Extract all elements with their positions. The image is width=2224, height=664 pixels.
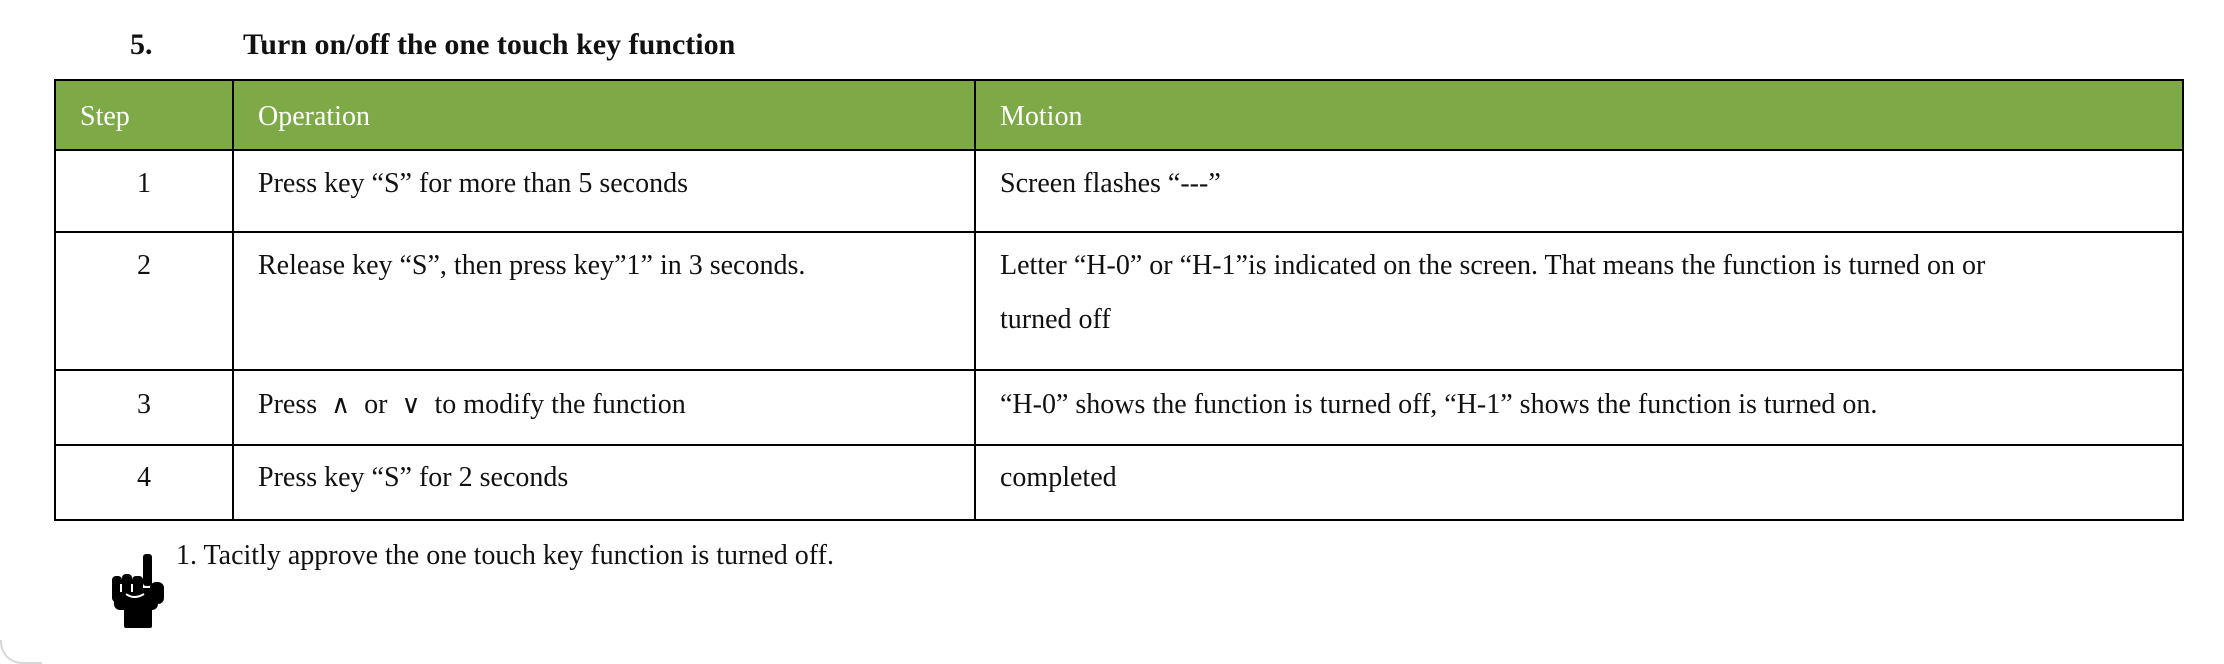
motion-cell xyxy=(975,232,2183,370)
operation-prefix: Press xyxy=(258,389,318,420)
down-caret-icon: ∨ xyxy=(401,390,421,420)
step-number: 1 xyxy=(55,150,233,232)
operation-cell: Release key “S”, then press key”1” in 3 seconds. xyxy=(233,232,975,370)
operation-suffix: to modify the function xyxy=(434,389,686,420)
pointing-hand-icon xyxy=(110,554,166,630)
section-number: 5. xyxy=(130,28,153,61)
step-number: 2 xyxy=(55,232,233,370)
header-step: Step xyxy=(55,80,233,150)
table-row xyxy=(55,150,2183,232)
step-number: 4 xyxy=(55,445,233,520)
motion-line-1: Letter “H-0” or “H-1”is indicated on the screen. That means the function is turned on or xyxy=(1000,250,1986,281)
operation-cell: Press key “S” for more than 5 seconds xyxy=(233,150,975,232)
table-row xyxy=(55,232,2183,370)
note xyxy=(110,540,1010,640)
header-operation: Operation xyxy=(233,80,975,150)
step-number: 3 xyxy=(55,370,233,445)
motion-line-2: turned off xyxy=(1000,304,1111,335)
motion-cell: Screen flashes “---” xyxy=(975,150,2183,232)
steps-table xyxy=(54,79,2184,521)
table-header-row xyxy=(55,80,2183,150)
operation-cell xyxy=(233,370,975,445)
up-caret-icon: ∧ xyxy=(331,390,351,420)
page-frame-corner xyxy=(0,640,42,664)
motion-cell: completed xyxy=(975,445,2183,520)
table-row xyxy=(55,445,2183,520)
section-title: Turn on/off the one touch key function xyxy=(243,28,736,61)
header-motion: Motion xyxy=(975,80,2183,150)
table-row xyxy=(55,370,2183,445)
note-text: 1. Tacitly approve the one touch key function is turned off. xyxy=(176,540,834,571)
motion-cell: “H-0” shows the function is turned off, “H-1” shows the function is turned on. xyxy=(975,370,2183,445)
operation-cell: Press key “S” for 2 seconds xyxy=(233,445,975,520)
section-heading xyxy=(130,28,735,62)
operation-or: or xyxy=(364,389,388,420)
